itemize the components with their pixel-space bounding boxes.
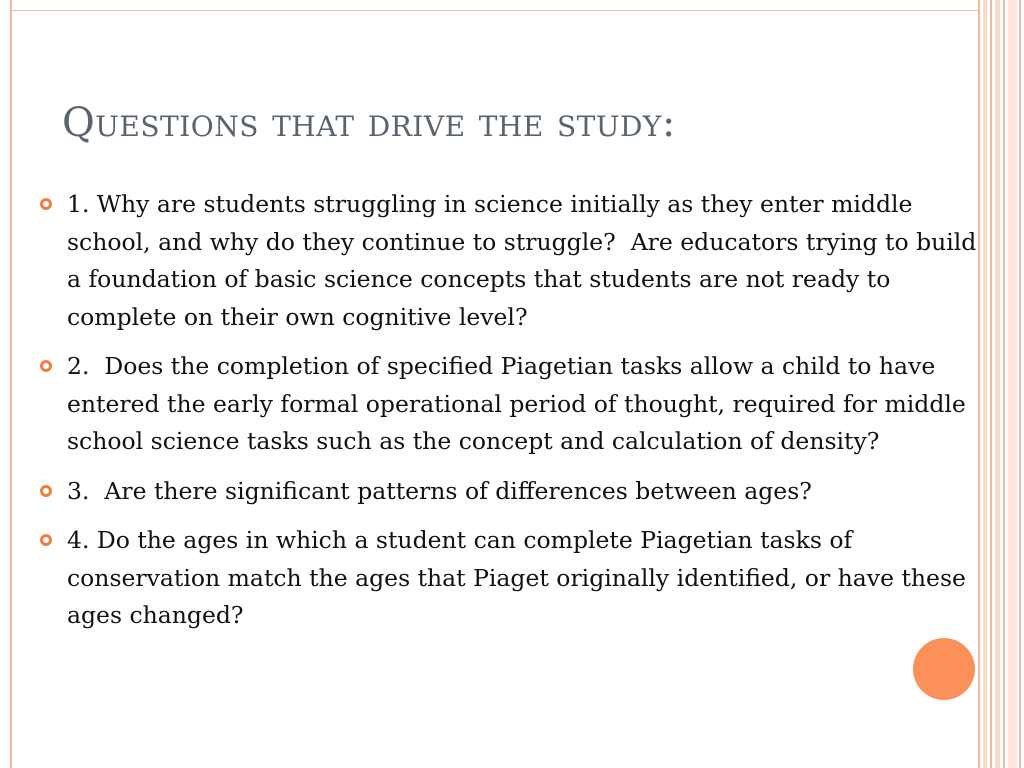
decorative-orange-circle	[913, 638, 975, 700]
bullet-list	[40, 186, 990, 647]
bullet-text: 4. Do the ages in which a student can complete Piagetian tasks of conservation match the ages that Piaget originally identified, or have these ages changed?	[67, 526, 974, 629]
right-stripe	[1008, 0, 1017, 768]
bullet-circle-icon	[40, 360, 52, 372]
right-stripe	[990, 0, 992, 768]
bullet-text: 2. Does the completion of specified Piagetian tasks allow a child to have entered the early formal operational period of thought, required for middle school science tasks such as the concept and calculation of density?	[67, 352, 974, 455]
slide-title: Questions that drive the study:	[62, 100, 676, 146]
right-stripe	[995, 0, 1000, 768]
bullet-text: 3. Are there significant patterns of differences between ages?	[67, 476, 812, 505]
frame-top-line	[10, 10, 978, 11]
bullet-circle-icon	[40, 485, 52, 497]
frame-left-line	[10, 0, 12, 768]
bullet-item	[40, 348, 990, 461]
bullet-item	[40, 186, 990, 336]
bullet-circle-icon	[40, 198, 52, 210]
right-stripe	[1003, 0, 1005, 768]
bullet-item	[40, 522, 990, 635]
bullet-text: 1. Why are students struggling in science initially as they enter middle school, and why do they continue to struggle? Are educators trying to build a foundation of basic science concepts that students are not ready to complete on their own cognitive level?	[67, 190, 984, 331]
bullet-circle-icon	[40, 534, 52, 546]
right-stripe	[1019, 0, 1021, 768]
bullet-item	[40, 473, 990, 511]
